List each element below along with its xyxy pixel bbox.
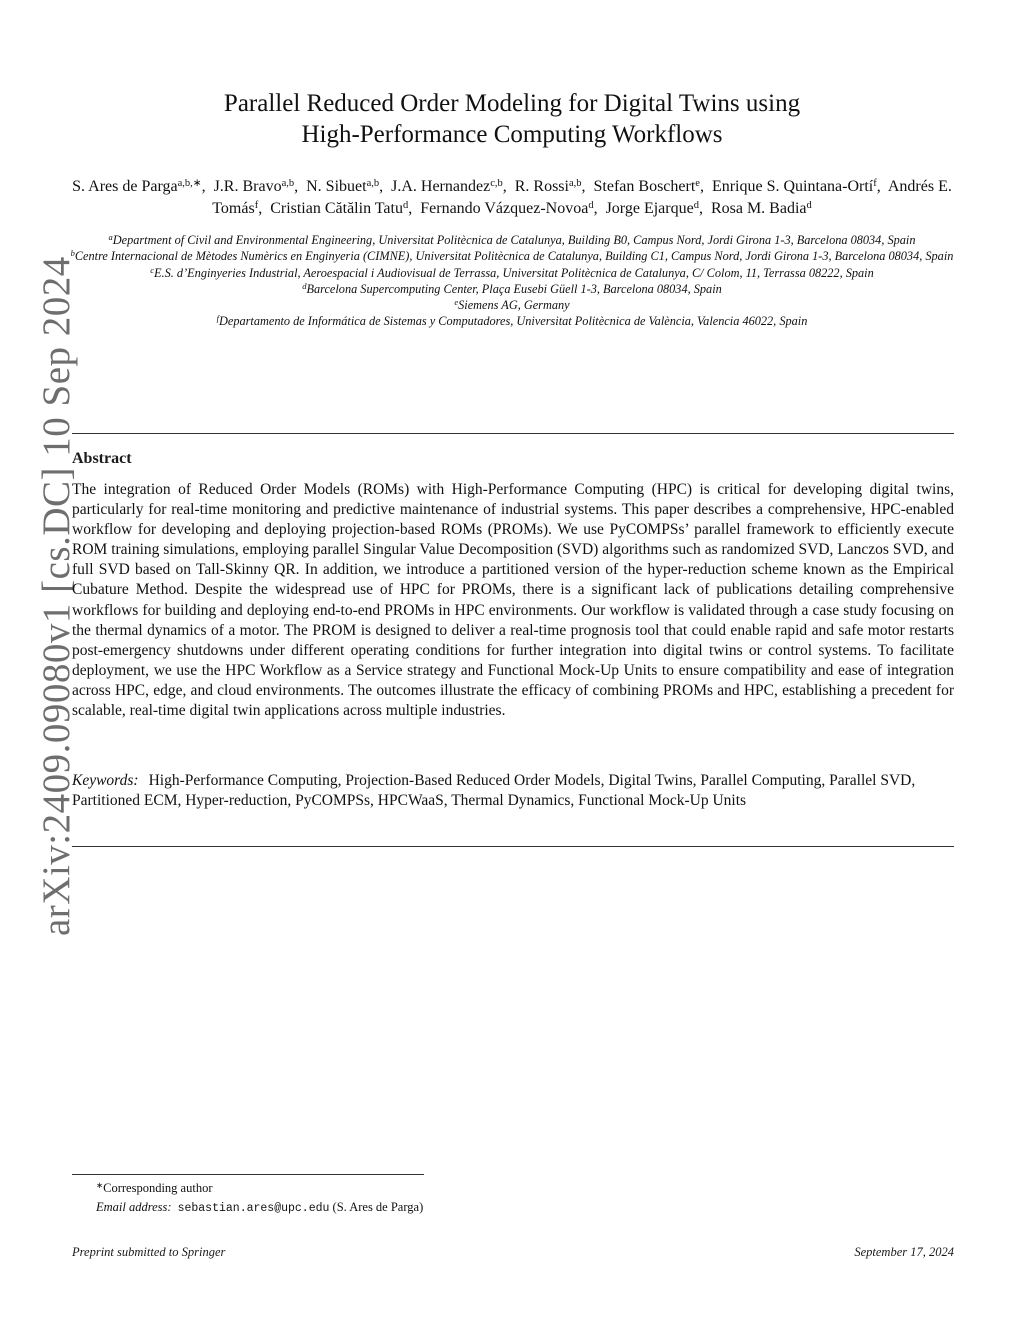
- email-address[interactable]: sebastian.ares@upc.edu: [177, 1202, 330, 1215]
- author-name: Enrique S. Quintana-Ortí: [711, 178, 874, 195]
- author: [594, 178, 708, 195]
- corresponding-text: Corresponding author: [103, 1181, 213, 1195]
- affiliation-a: [70, 232, 954, 248]
- author-affiliation-marks: a,b: [568, 178, 582, 189]
- keywords-block: [72, 771, 954, 811]
- corresponding-author-note: [96, 1180, 423, 1196]
- affiliation-mark: c: [150, 264, 155, 275]
- author-name: Andrés E. Tomás: [212, 178, 952, 217]
- author-affiliation-marks: f: [254, 200, 259, 211]
- affiliation-text: Siemens AG, Germany: [458, 298, 570, 313]
- author: [606, 200, 707, 217]
- author-separator: ,: [502, 178, 511, 195]
- author-separator: ,: [258, 200, 267, 217]
- author-separator: ,: [294, 178, 303, 195]
- author-name: Cristian Cătălin Tatu: [270, 200, 403, 217]
- email-owner: (S. Ares de Parga): [332, 1200, 424, 1214]
- author-separator: ,: [593, 200, 602, 217]
- author-separator: ,: [876, 178, 885, 195]
- affiliation-f: [70, 313, 954, 329]
- author: [214, 178, 303, 195]
- author-name: J.A. Hernandez: [391, 178, 491, 195]
- email-note: [96, 1199, 423, 1217]
- author-name: N. Sibuet: [306, 178, 367, 195]
- author-list: [60, 176, 964, 220]
- author-affiliation-marks: f: [873, 178, 877, 189]
- affiliation-mark: d: [302, 280, 307, 291]
- affiliation-mark: a: [108, 232, 113, 242]
- affiliation-text: Department of Civil and Environmental Engineering, Universitat Politècnica de Catalunya, Building B0, Campus Nord, Jordi Girona 1-3, Barcelona 08034, Spain: [112, 233, 916, 247]
- affiliation-c: [70, 265, 954, 281]
- author: [711, 200, 812, 217]
- author-affiliation-marks: d: [588, 200, 594, 211]
- author-separator: ,: [379, 178, 388, 195]
- affiliation-mark: e: [454, 297, 459, 308]
- author-name: J.R. Bravo: [213, 178, 282, 195]
- author-affiliation-marks: a,b,∗: [177, 178, 202, 189]
- author: [270, 200, 416, 217]
- email-label: Email address:: [96, 1200, 172, 1214]
- author-separator: ,: [581, 178, 590, 195]
- affiliation-e: [70, 297, 954, 313]
- author-affiliation-marks: e: [695, 178, 700, 189]
- author: [712, 178, 885, 195]
- abstract-body: The integration of Reduced Order Models (ROMs) with High-Performance Computing (HPC) is critical for developing digital twins, particularly for real-time monitoring and predictive maintenance of industrial systems. This paper describes a comprehensive, HPC-enabled workflow for developing and deploying projection-based ROMs (PROMs). We use PyCOMPSs’ parallel framework to efficiently execute ROM training simulations, employing parallel Singular Value Decomposition (SVD) algorithms such as randomized SVD, Lanczos SVD, and full SVD based on Tall-Skinny QR. In addition, we introduce a partitioned version of the hyper-reduction scheme known as the Empirical Cubature Method. Despite the widespread use of HPC for PROMs, there is a significant lack of publications detailing comprehensive workflows for building and deploying end-to-end PROMs in HPC environments. Our workflow is validated through a case study focusing on the thermal dynamics of a motor. The PROM is designed to deliver a real-time prognosis tool that could enable rapid and safe motor restarts post-emergency shutdowns under different operating conditions for further integration into digital twins or control systems. To facilitate deployment, we use the HPC Workflow as a Service strategy and Functional Mock-Up Units to ensure compatibility and ease of integration across HPC, edge, and cloud environments. The outcomes illustrate the efficacy of combining PROMs and HPC, establishing a precedent for scalable, real-time digital twin applications across multiple industries.: [72, 481, 954, 720]
- footer-date: September 17, 2024: [854, 1245, 954, 1259]
- arxiv-identifier-stamp: arXiv:2409.09080v1 [cs.DC] 10 Sep 2024: [35, 256, 78, 936]
- footnote-divider: [72, 1174, 424, 1175]
- author-name: R. Rossi: [514, 178, 569, 195]
- author: [515, 178, 590, 195]
- title-line-1: Parallel Reduced Order Modeling for Digital Twins using: [223, 90, 801, 117]
- bottom-divider: [72, 846, 954, 847]
- abstract-heading: Abstract: [72, 450, 132, 467]
- author-separator: ,: [408, 200, 417, 217]
- author: [72, 178, 209, 195]
- author-name: Jorge Ejarque: [605, 200, 694, 217]
- affiliation-text: Centre Internacional de Mètodes Numèrics en Enginyeria (CIMNE), Universitat Politècnica de Catalunya, Building C1, Campus Nord, Jordi Girona 1-3, Barcelona 08034, Spain: [74, 249, 954, 264]
- author-name: S. Ares de Parga: [72, 178, 178, 195]
- author-separator: ,: [698, 200, 707, 217]
- author-name: Fernando Vázquez-Novoa: [420, 200, 589, 217]
- author: [306, 178, 387, 195]
- affiliation-mark: f: [216, 313, 220, 324]
- author-affiliation-marks: d: [693, 200, 699, 211]
- affiliation-b: [70, 248, 954, 264]
- top-divider: [72, 433, 954, 434]
- author-affiliation-marks: a,b: [366, 178, 380, 189]
- author: [391, 178, 511, 195]
- keywords-label: Keywords:: [72, 772, 139, 789]
- author-name: Rosa M. Badia: [710, 200, 807, 217]
- keywords-text: High-Performance Computing, Projection-Based Reduced Order Models, Digital Twins, Parallel Computing, Parallel SVD, Partitioned ECM, Hyper-reduction, PyCOMPSs, HPCWaaS, Thermal Dynamics, Functional Mock-Up Units: [72, 772, 916, 810]
- author-separator: ,: [201, 178, 210, 195]
- author-affiliation-marks: c,b: [490, 178, 503, 189]
- author-affiliation-marks: d: [402, 200, 409, 211]
- affiliation-mark: b: [70, 248, 75, 259]
- footnotes: [96, 1180, 423, 1217]
- author-name: Stefan Boschert: [593, 178, 696, 195]
- title-line-2: High-Performance Computing Workflows: [301, 121, 723, 148]
- affiliation-text: Departamento de Informática de Sistemas y Computadores, Universitat Politècnica de València, Valencia 46022, Spain: [219, 314, 808, 329]
- author-affiliation-marks: d: [806, 200, 812, 211]
- corresponding-mark: ∗: [96, 1180, 104, 1190]
- affiliation-d: [70, 281, 954, 297]
- affiliation-text: Barcelona Supercomputing Center, Plaça Eusebi Güell 1-3, Barcelona 08034, Spain: [306, 281, 722, 296]
- author: [420, 200, 601, 217]
- paper-title: [100, 88, 924, 150]
- footer-submission: Preprint submitted to Springer: [72, 1245, 226, 1259]
- author-separator: ,: [699, 178, 708, 195]
- affiliation-text: E.S. d’Enginyeries Industrial, Aeroespacial i Audiovisual de Terrassa, Universitat Politècnica de Catalunya, C/ Colom, 11, Terrassa 08222, Spain: [154, 265, 874, 280]
- affiliation-list: [70, 232, 954, 330]
- author-affiliation-marks: a,b: [281, 178, 295, 189]
